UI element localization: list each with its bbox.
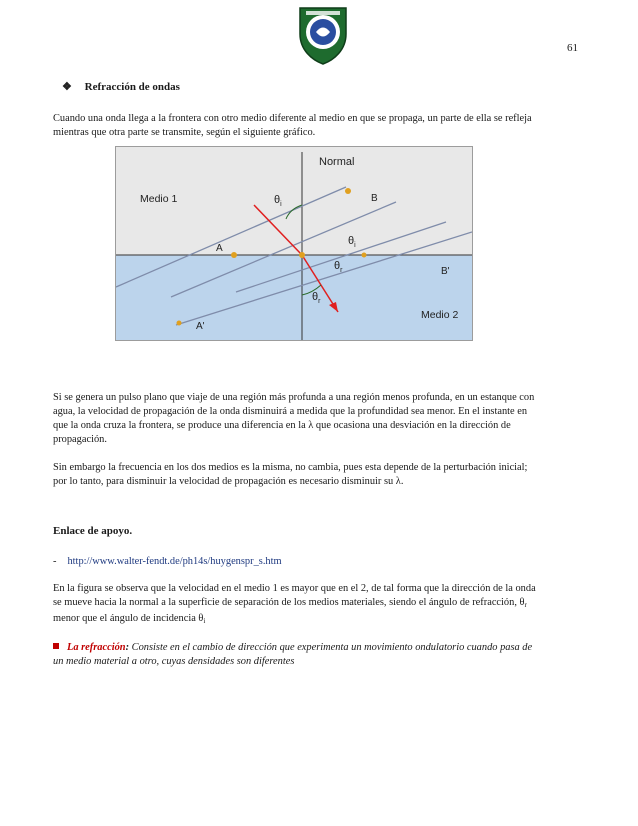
medio-1-label: Medio 1 <box>140 193 178 205</box>
medio-2-label: Medio 2 <box>421 309 459 321</box>
intro-paragraph: Cuando una onda llega a la frontera con otro medio diferente al medio en que se propaga, un parte de ella se refleja mientras que otra parte se transmite, según el siguiente gráfico. <box>53 113 532 138</box>
theta-r-bottom-label: $\theta_r$ <box>312 291 321 305</box>
dash-bullet: - <box>53 556 57 567</box>
section-heading <box>62 80 180 93</box>
page-number: 61 <box>567 42 578 54</box>
enlace-heading: Enlace de apoyo. <box>53 525 133 537</box>
paragraph-frecuencia: Sin embargo la frecuencia en los dos medios es la misma, no cambia, pues esta depende de la perturbación inicial; por lo tanto, para disminuir la velocidad de propagación es necesario disminuir su λ. <box>53 462 528 487</box>
section-title: Refracción de ondas <box>84 81 180 93</box>
diamond-bullet-icon: ❖ <box>62 81 72 93</box>
normal-intersection-dot <box>299 252 305 258</box>
normal-label: Normal <box>319 156 355 168</box>
definition-refraccion: La refracción: Consiste en el cambio de dirección que experimenta un movimiento ondulatorio cuando pasa de un medio material a otro, cuyas densidades son diferentes <box>53 642 533 667</box>
definition-term: La refracción <box>67 642 126 653</box>
theta-i-top-label: $\theta_i$ <box>274 194 282 208</box>
link-list-item <box>53 555 282 569</box>
point-b-dot <box>345 188 351 194</box>
square-bullet-icon <box>53 643 59 649</box>
school-crest-icon <box>296 4 350 66</box>
point-bprime-label: B' <box>441 266 450 277</box>
point-a-label: A <box>216 243 223 254</box>
point-b-label: B <box>371 193 378 204</box>
point-a-dot <box>231 252 237 258</box>
medium-2-region <box>116 255 472 340</box>
refraction-figure <box>115 146 473 341</box>
boundary-dot <box>362 253 367 258</box>
incident-arrow <box>254 205 302 255</box>
theta-i-right-label: $\theta_i$ <box>348 235 356 249</box>
point-aprime-dot <box>177 321 182 326</box>
theta-r-right-label: $\theta_r$ <box>334 260 343 274</box>
paragraph-pulso: Si se genera un pulso plano que viaje de una región más profunda a una región menos profunda, en un estanque con agua, la velocidad de propagación de la onda disminuirá a medida que la profundidad sea menor. En el instante en que la onda cruza la frontera, se produce una diferencia en la λ que ocasiona una desviación en la dirección de propagación. <box>53 392 535 445</box>
point-aprime-label: A' <box>196 321 205 332</box>
definition-text: Consiste en el cambio de dirección que experimenta un movimiento ondulatorio cuando pasa de un medio material a otro, cuyas densidades son diferentes <box>53 642 533 667</box>
paragraph-velocidad: En la figura se observa que la velocidad en el medio 1 es mayor que en el 2, de tal forma que la dirección de la onda se mueve hacia la normal a la superficie de separación de los medios materiales, siendo el ángulo de refracción, $\theta_r$ menor que el ángulo de incidencia $\theta_i$ <box>53 583 536 625</box>
support-link[interactable]: http://www.walter-fendt.de/ph14s/huygenspr_s.htm <box>67 556 282 567</box>
